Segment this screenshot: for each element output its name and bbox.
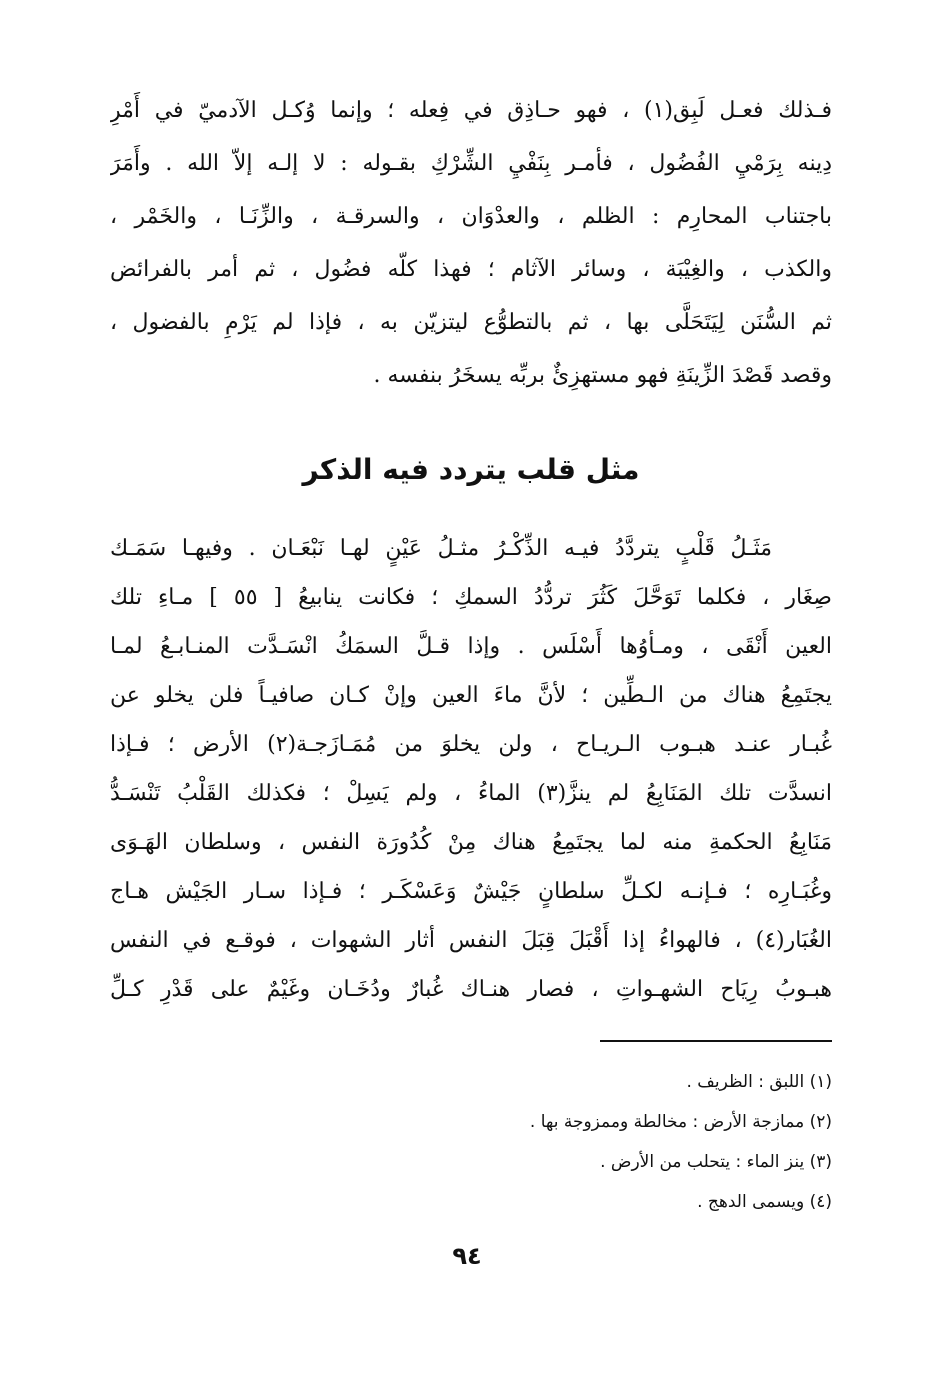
page-number: ٩٤ (452, 1242, 482, 1270)
section-heading: مثل قلب يتردد فيه الذكر (302, 453, 640, 486)
paragraph-1-line: وقصد قَصْدَ الزِّينَةِ فهو مستهزِئٌ بربِّه يسخَرُ بنفسه . (373, 363, 832, 388)
paragraph-1-line: والكذب ، والغِيْبَة ، وسائر الآثام ؛ فهذا كلّه فضُول ، ثم أمر بالفرائض (110, 257, 832, 282)
paragraph-2-line: وغُبَـارِه ؛ فـإنـه لكـلِّ سلطانٍ جَيْشٌ وَعَسْكَـر ؛ فـإذا سـار الجَيْش هـاج (110, 879, 832, 904)
footnote-item: (٤) ويسمى الدهج . (697, 1192, 832, 1212)
paragraph-1-line: ثم السُّنَن لِيَتَحَلَّى بها ، ثم بالتطوُّع ليتزيّن به ، فإذا لم يَرْمِ بالفضول ، (110, 310, 832, 335)
paragraph-1-line: فـذلك فعـل لَبِق(١) ، فهو حـاذِق في فِعله ؛ وإنما وُكـل الآدميّ في أَمْرِ (110, 98, 832, 123)
paragraph-2 (110, 522, 832, 1022)
paragraph-2-line: مَثَـلُ قَلْبٍ يتردَّدُ فيـه الذِّكْـرُ مثـلُ عَيْنٍ لهـا نَبْعَـان . وفيهـا سَمَـك (110, 536, 772, 561)
paragraph-1-line: باجتناب المحارِم : الظلم ، والعدْوَان ، والسرقـة ، والزِّنَـا ، والخَمْر ، (110, 204, 832, 229)
paragraph-1-line: دِينه بِرَمْيِ الفُضُول ، فأمـر بِنَفْيِ الشِّرْكِ بقـوله : لا إلـه إلاّ الله . وأَمَرَ (110, 151, 832, 176)
paragraph-2-line: مَنَابِعُ الحكمةِ منه لما يجتَمِعُ هناك مِنْ كُدُورَة النفس ، وسلطان الهَـوَى (110, 830, 832, 855)
paragraph-2-line: الغُبَار(٤) ، فالهواءُ إذا أَقْبَلَ قِبَلَ النفس أثار الشهوات ، فوقـع في النفس (110, 928, 832, 953)
paragraph-2-line: صِغَار ، فكلما تَوَحَّلَ كَثُرَ تردُّدُ السمكِ ؛ فكانت ينابيعُ [ ٥٥ ] مـاءِ تلك (110, 585, 832, 610)
footnote-item: (٢) ممازجة الأرض : مخالطة وممزوجة بها . (529, 1112, 832, 1132)
footnote-item: (١) اللبق : الظريف . (686, 1072, 832, 1092)
paragraph-2-line: انسدَّت تلك المَنَابِعُ لم ينزَّ(٣) الماءُ ، ولم يَسِلْ ؛ فكذلك القَلْبُ تَنْسَـدُّ (110, 781, 832, 806)
footnote-item: (٣) ينز الماء : يتحلب من الأرض . (600, 1152, 832, 1172)
paragraph-2-line: هبـوبُ رِيَاح الشهـواتِ ، فصار هنـاك غُبارٌ ودُخَـان وغَيْمٌ على قَدْرِ كـلِّ (110, 977, 832, 1002)
footnote-divider (600, 1040, 832, 1042)
paragraph-2-line: يجتَمِعُ هناك من الـطِّين ؛ لأنَّ ماءَ العين وإنْ كـان صافيـاً فلن يخلو عن (110, 683, 832, 708)
paragraph-1 (110, 84, 832, 408)
paragraph-2-line: غُبـار عنـد هبـوب الـريـاح ، ولن يخلوَ من مُمَـازَجـة(٢) الأرض ؛ فـإذا (110, 732, 832, 757)
paragraph-2-line: العين أَنْقَى ، ومـأوُها أَسْلَس . وإذا قـلَّ السمَكُ انْسَـدَّت المنـابـعُ لمـا (110, 634, 832, 659)
